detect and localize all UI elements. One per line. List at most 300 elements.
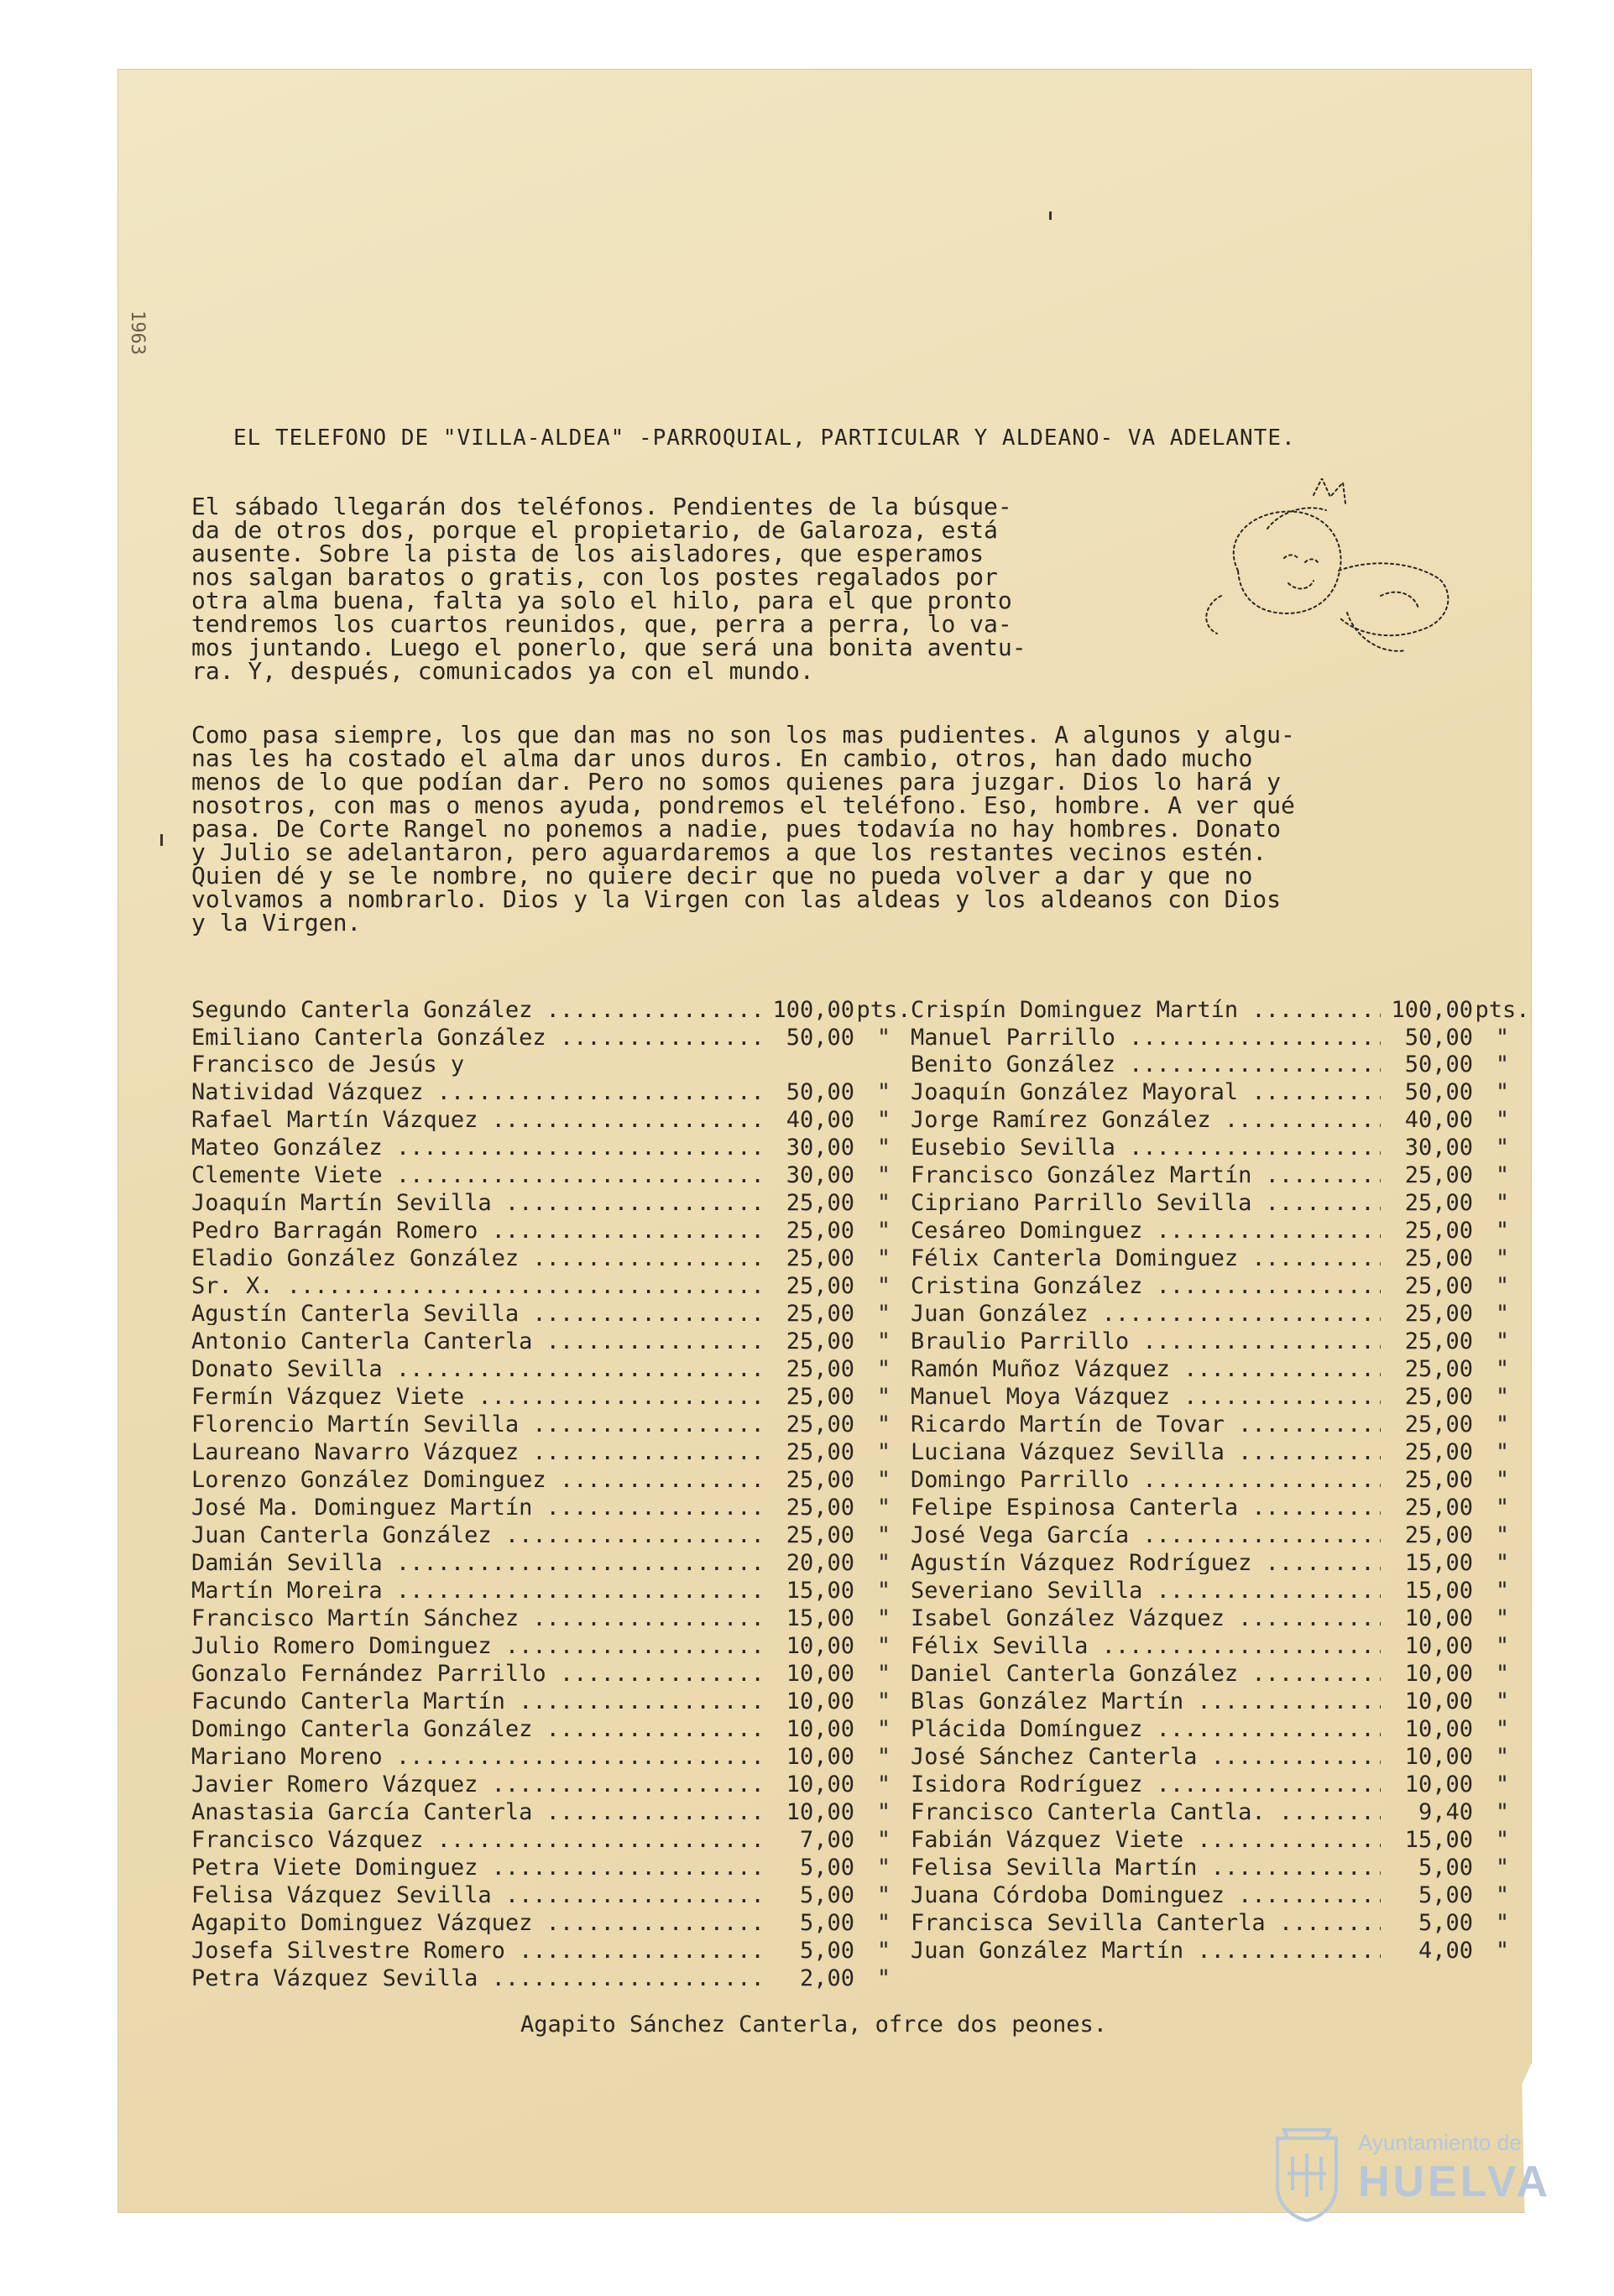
donor-name: Blas González Martín ..... xyxy=(911,1690,1381,1713)
donor-amount: 15,00 xyxy=(786,1578,854,1604)
donor-name: Cristina González ..... xyxy=(911,1275,1381,1297)
donor-unit: " xyxy=(876,1467,891,1493)
donor-name: Juan Canterla González ..... xyxy=(191,1524,762,1547)
donor-row xyxy=(191,1912,913,1934)
donor-unit: " xyxy=(876,1772,891,1798)
donor-name: Crispín Dominguez Martín ..... xyxy=(911,999,1381,1021)
donor-unit: " xyxy=(1495,1328,1510,1354)
donor-unit: " xyxy=(1495,1633,1510,1659)
donor-unit: " xyxy=(876,1135,891,1161)
donor-row-continued xyxy=(191,1053,913,1076)
donor-row xyxy=(911,1247,1532,1270)
margin-pencil-note: 1963 xyxy=(127,310,148,355)
donor-name: Ramón Muñoz Vázquez ..... xyxy=(911,1358,1381,1380)
donor-unit: " xyxy=(1495,1938,1510,1964)
donor-unit: " xyxy=(876,1550,891,1576)
donor-amount: 25,00 xyxy=(786,1467,854,1493)
donor-row xyxy=(191,1579,913,1602)
watermark-subtitle: Ayuntamiento de xyxy=(1358,2130,1522,2155)
donor-amount: 30,00 xyxy=(786,1162,854,1188)
donor-unit: " xyxy=(1495,1412,1510,1438)
donor-unit: " xyxy=(1495,1605,1510,1631)
donor-name: Antonio Canterla Canterla ..... xyxy=(191,1330,762,1353)
donor-unit: " xyxy=(876,1107,891,1133)
donor-unit: " xyxy=(876,1938,891,1964)
donor-unit: " xyxy=(1495,1827,1510,1853)
donor-unit: " xyxy=(1495,1135,1510,1161)
donor-name: Daniel Canterla González ..... xyxy=(911,1662,1381,1685)
donor-row xyxy=(911,1579,1532,1602)
donor-unit: " xyxy=(1495,1273,1510,1299)
donor-amount: 10,00 xyxy=(786,1716,854,1742)
donor-name: Benito González ..... xyxy=(911,1053,1381,1076)
donor-row xyxy=(191,1635,913,1657)
donor-amount: 100,00 xyxy=(1391,997,1473,1023)
donor-name: Francisco Martín Sánchez ..... xyxy=(191,1607,762,1630)
donor-unit: " xyxy=(876,1965,891,1991)
donor-unit: " xyxy=(1495,1578,1510,1604)
donor-amount: 10,00 xyxy=(1404,1744,1473,1770)
donor-row xyxy=(911,1441,1532,1464)
donor-row xyxy=(191,1939,913,1962)
donor-row xyxy=(191,1662,913,1685)
donor-name: Felisa Sevilla Martín ..... xyxy=(911,1856,1381,1879)
donor-amount: 10,00 xyxy=(786,1772,854,1798)
donor-amount: 25,00 xyxy=(786,1245,854,1271)
donor-name: José Vega García ..... xyxy=(911,1524,1381,1547)
donor-row xyxy=(191,1967,913,1990)
huelva-shield-logo xyxy=(1269,2123,1345,2224)
ink-tick-mark xyxy=(1049,211,1052,220)
donor-row xyxy=(191,1801,913,1824)
donor-unit: " xyxy=(876,1356,891,1382)
donor-name: Lorenzo González Dominguez ..... xyxy=(191,1469,762,1491)
donor-unit: " xyxy=(876,1301,891,1327)
donor-unit: " xyxy=(1495,1716,1510,1742)
donor-name: Félix Sevilla ..... xyxy=(911,1635,1381,1657)
donor-amount: 10,00 xyxy=(786,1661,854,1687)
donor-row xyxy=(911,1607,1532,1630)
donor-amount: 10,00 xyxy=(1404,1605,1473,1631)
donor-amount: 40,00 xyxy=(786,1107,854,1133)
donor-unit: " xyxy=(876,1384,891,1410)
donor-row xyxy=(911,1385,1532,1408)
donor-row xyxy=(191,1690,913,1713)
donor-unit: " xyxy=(1495,1744,1510,1770)
donor-name: Fermín Vázquez Viete ..... xyxy=(191,1385,762,1408)
donor-name: Isidora Rodríguez ..... xyxy=(911,1773,1381,1796)
donor-amount: 25,00 xyxy=(1404,1190,1473,1216)
donor-unit: " xyxy=(876,1273,891,1299)
donor-row xyxy=(191,1385,913,1408)
body-line: da de otros dos, porque el propietario, de Galaroza, está xyxy=(191,516,998,544)
body-line: volvamos a nombrarlo. Dios y la Virgen con las aldeas y los aldeanos con Dios xyxy=(191,885,1282,913)
donor-amount: 9,40 xyxy=(1418,1799,1473,1825)
donor-name: Segundo Canterla González ..... xyxy=(191,999,762,1021)
donor-unit: " xyxy=(1495,1025,1510,1051)
donor-row xyxy=(191,1745,913,1768)
donor-unit: " xyxy=(876,1882,891,1908)
donor-amount: 25,00 xyxy=(1404,1245,1473,1271)
donor-amount: 10,00 xyxy=(786,1744,854,1770)
body-line: ra. Y, después, comunicados ya con el mundo. xyxy=(191,657,814,685)
donor-amount: 40,00 xyxy=(1404,1107,1473,1133)
donor-name: Plácida Domínguez ..... xyxy=(911,1718,1381,1740)
donor-name: Sr. X. ..... xyxy=(191,1275,762,1297)
donor-row xyxy=(911,1053,1532,1076)
donor-unit: " xyxy=(876,1079,891,1105)
donor-row xyxy=(911,1330,1532,1353)
donor-row xyxy=(191,1219,913,1242)
donor-unit: " xyxy=(876,1633,891,1659)
donor-row xyxy=(191,1496,913,1519)
donor-name: José Ma. Dominguez Martín ..... xyxy=(191,1496,762,1519)
donor-name: Anastasia García Canterla ..... xyxy=(191,1801,762,1824)
donor-unit: " xyxy=(1495,1495,1510,1521)
donor-amount: 10,00 xyxy=(786,1799,854,1825)
body-line: otra alma buena, falta ya solo el hilo, para el que pronto xyxy=(191,587,1012,614)
donor-name: Juan González Martín ..... xyxy=(911,1939,1381,1962)
donor-amount: 10,00 xyxy=(1404,1688,1473,1714)
donor-amount: 25,00 xyxy=(786,1218,854,1244)
donor-unit: pts. xyxy=(1475,997,1530,1023)
donor-amount: 5,00 xyxy=(799,1882,854,1908)
donor-name: Francisco de Jesús y xyxy=(191,1051,465,1078)
donor-row xyxy=(911,1801,1532,1824)
donor-unit: " xyxy=(876,1162,891,1188)
side-ink-mark xyxy=(160,834,163,846)
donor-row xyxy=(191,1552,913,1574)
donor-amount: 25,00 xyxy=(1404,1273,1473,1299)
body-line: nosotros, con mas o menos ayuda, pondremos el teléfono. Eso, hombre. A ver qué xyxy=(191,791,1295,819)
donor-amount: 25,00 xyxy=(1404,1218,1473,1244)
donor-row xyxy=(911,1912,1532,1934)
donor-name: Joaquín González Mayoral ..... xyxy=(911,1081,1381,1104)
donor-amount: 10,00 xyxy=(786,1633,854,1659)
donor-row xyxy=(911,1275,1532,1297)
child-telephone-sketch xyxy=(1188,478,1473,663)
donor-amount: 10,00 xyxy=(1404,1716,1473,1742)
donor-row xyxy=(911,1856,1532,1879)
donor-row xyxy=(191,1469,913,1491)
donor-name: Juana Córdoba Dominguez ..... xyxy=(911,1884,1381,1907)
donor-amount: 10,00 xyxy=(1404,1661,1473,1687)
donor-unit: " xyxy=(1495,1301,1510,1327)
donor-unit: " xyxy=(876,1328,891,1354)
donor-amount: 7,00 xyxy=(799,1827,854,1853)
donor-name: Rafael Martín Vázquez ..... xyxy=(191,1109,762,1131)
donor-amount: 15,00 xyxy=(786,1605,854,1631)
donor-name: Isabel González Vázquez ..... xyxy=(911,1607,1381,1630)
donor-name: Fabián Vázquez Viete ..... xyxy=(911,1829,1381,1851)
donor-name: Agapito Dominguez Vázquez ..... xyxy=(191,1912,762,1934)
donor-row xyxy=(911,1358,1532,1380)
donor-unit: " xyxy=(876,1688,891,1714)
donor-row xyxy=(911,1413,1532,1436)
donor-unit: " xyxy=(876,1661,891,1687)
donor-amount: 10,00 xyxy=(1404,1772,1473,1798)
donor-row xyxy=(191,1773,913,1796)
donor-unit: " xyxy=(1495,1688,1510,1714)
donor-amount: 25,00 xyxy=(786,1412,854,1438)
donor-name: Josefa Silvestre Romero ..... xyxy=(191,1939,762,1962)
body-line: mos juntando. Luego el ponerlo, que será una bonita aventu- xyxy=(191,634,1026,661)
donor-row xyxy=(191,1247,913,1270)
donor-name: Emiliano Canterla González ..... xyxy=(191,1026,762,1049)
donor-unit: " xyxy=(876,1605,891,1631)
donor-amount: 25,00 xyxy=(1404,1384,1473,1410)
donor-name: Braulio Parrillo ..... xyxy=(911,1330,1381,1353)
donor-unit: " xyxy=(1495,1356,1510,1382)
donor-name: Pedro Barragán Romero ..... xyxy=(191,1219,762,1242)
donor-row xyxy=(911,1552,1532,1574)
donor-unit: " xyxy=(1495,1772,1510,1798)
donor-amount: 5,00 xyxy=(799,1910,854,1936)
donor-row xyxy=(191,1718,913,1740)
donor-row xyxy=(911,1136,1532,1159)
donor-name: José Sánchez Canterla ..... xyxy=(911,1745,1381,1768)
body-line: tendremos los cuartos reunidos, que, perra a perra, lo va- xyxy=(191,610,1012,638)
donor-name: Francisco Vázquez ..... xyxy=(191,1829,762,1851)
donor-amount: 5,00 xyxy=(1418,1882,1473,1908)
donor-row xyxy=(911,1773,1532,1796)
donor-unit: " xyxy=(1495,1855,1510,1881)
donor-unit: " xyxy=(1495,1910,1510,1936)
donor-row xyxy=(191,1302,913,1325)
donor-row xyxy=(911,1469,1532,1491)
donor-row xyxy=(911,1690,1532,1713)
donor-unit: " xyxy=(1495,1190,1510,1216)
donor-name: Juan González ..... xyxy=(911,1302,1381,1325)
donor-amount: 25,00 xyxy=(1404,1162,1473,1188)
donor-row xyxy=(911,1219,1532,1242)
donor-amount: 15,00 xyxy=(1404,1827,1473,1853)
donor-row xyxy=(191,1026,913,1049)
donor-unit: " xyxy=(1495,1882,1510,1908)
body-line: Quien dé y se le nombre, no quiere decir que no pueda volver a dar y que no xyxy=(191,862,1253,890)
donor-name: Martín Moreira ..... xyxy=(191,1579,762,1602)
donor-unit: " xyxy=(1495,1522,1510,1548)
donor-amount: 15,00 xyxy=(1404,1578,1473,1604)
donor-unit: " xyxy=(876,1245,891,1271)
donor-name: Agustín Vázquez Rodríguez ..... xyxy=(911,1552,1381,1574)
donor-amount: 25,00 xyxy=(786,1301,854,1327)
donor-unit: " xyxy=(876,1025,891,1051)
donor-name: Manuel Parrillo ..... xyxy=(911,1026,1381,1049)
donor-row xyxy=(191,1413,913,1436)
donor-amount: 4,00 xyxy=(1418,1938,1473,1964)
donor-row xyxy=(911,1635,1532,1657)
donor-amount: 5,00 xyxy=(799,1938,854,1964)
donor-amount: 25,00 xyxy=(786,1384,854,1410)
donor-amount: 15,00 xyxy=(1404,1550,1473,1576)
donor-name: Cesáreo Dominguez ..... xyxy=(911,1219,1381,1242)
donor-unit: " xyxy=(876,1827,891,1853)
donor-name: Eusebio Sevilla ..... xyxy=(911,1136,1381,1159)
donor-row xyxy=(191,1136,913,1159)
donor-amount: 2,00 xyxy=(799,1965,854,1991)
donor-name: Félix Canterla Dominguez ..... xyxy=(911,1247,1381,1270)
donor-unit: " xyxy=(876,1744,891,1770)
donor-name: Natividad Vázquez ..... xyxy=(191,1081,762,1104)
donor-amount: 30,00 xyxy=(1404,1135,1473,1161)
donor-row xyxy=(191,999,913,1021)
donor-name: Eladio González González ..... xyxy=(191,1247,762,1270)
watermark-title: HUELVA xyxy=(1358,2158,1552,2206)
donor-row xyxy=(911,1884,1532,1907)
donor-name: Petra Viete Dominguez ..... xyxy=(191,1856,762,1879)
donor-amount: 20,00 xyxy=(786,1550,854,1576)
donor-row xyxy=(911,1164,1532,1187)
donor-amount: 25,00 xyxy=(786,1439,854,1465)
donor-amount: 25,00 xyxy=(1404,1522,1473,1548)
donor-row xyxy=(911,1302,1532,1325)
donor-unit: " xyxy=(1495,1245,1510,1271)
donor-row xyxy=(191,1607,913,1630)
donor-unit: " xyxy=(1495,1799,1510,1825)
donor-unit: " xyxy=(876,1218,891,1244)
donor-name: Francisco Canterla Cantla. ..... xyxy=(911,1801,1381,1824)
donor-name: Cipriano Parrillo Sevilla ..... xyxy=(911,1192,1381,1214)
donor-row xyxy=(911,1939,1532,1962)
donor-name: Damián Sevilla ..... xyxy=(191,1552,762,1574)
donor-row xyxy=(191,1441,913,1464)
donor-unit: " xyxy=(876,1855,891,1881)
donor-amount: 5,00 xyxy=(1418,1910,1473,1936)
donor-unit: " xyxy=(876,1495,891,1521)
donor-amount: 50,00 xyxy=(1404,1051,1473,1078)
donor-row xyxy=(911,1109,1532,1131)
donor-row xyxy=(911,1829,1532,1851)
donor-name: Florencio Martín Sevilla ..... xyxy=(191,1413,762,1436)
donor-amount: 50,00 xyxy=(786,1079,854,1105)
body-line: menos de lo que podían dar. Pero no somos quienes para juzgar. Dios lo hará y xyxy=(191,768,1282,796)
donor-name: Manuel Moya Vázquez ..... xyxy=(911,1385,1381,1408)
donor-row xyxy=(191,1829,913,1851)
donor-amount: 25,00 xyxy=(786,1273,854,1299)
donor-amount: 30,00 xyxy=(786,1135,854,1161)
donor-unit: " xyxy=(1495,1661,1510,1687)
donor-unit: " xyxy=(1495,1439,1510,1465)
donor-unit: " xyxy=(876,1412,891,1438)
donor-amount: 25,00 xyxy=(1404,1467,1473,1493)
donor-name: Francisco González Martín ..... xyxy=(911,1164,1381,1187)
donor-amount: 5,00 xyxy=(799,1855,854,1881)
donor-name: Felipe Espinosa Canterla ..... xyxy=(911,1496,1381,1519)
body-line: El sábado llegarán dos teléfonos. Pendientes de la búsque- xyxy=(191,493,1012,520)
donor-name: Gonzalo Fernández Parrillo ..... xyxy=(191,1662,762,1685)
donor-row xyxy=(191,1081,913,1104)
donor-name: Francisca Sevilla Canterla ..... xyxy=(911,1912,1381,1934)
donor-name: Facundo Canterla Martín ..... xyxy=(191,1690,762,1713)
donor-amount: 50,00 xyxy=(786,1025,854,1051)
donor-name: Joaquín Martín Sevilla ..... xyxy=(191,1192,762,1214)
donor-unit: " xyxy=(876,1522,891,1548)
donor-row xyxy=(911,1192,1532,1214)
donor-unit: " xyxy=(876,1799,891,1825)
donor-row xyxy=(191,1164,913,1187)
donor-amount: 5,00 xyxy=(1418,1855,1473,1881)
donor-row xyxy=(911,1496,1532,1519)
body-line: y Julio se adelantaron, pero aguardaremos a que los restantes vecinos estén. xyxy=(191,838,1267,866)
donor-name: Mariano Moreno ..... xyxy=(191,1745,762,1768)
donor-unit: " xyxy=(876,1910,891,1936)
donor-amount: 50,00 xyxy=(1404,1025,1473,1051)
donor-amount: 25,00 xyxy=(786,1356,854,1382)
donor-name: Severiano Sevilla ..... xyxy=(911,1579,1381,1602)
body-line: nas les ha costado el alma dar unos duros. En cambio, otros, han dado mucho xyxy=(191,744,1253,772)
donor-name: Javier Romero Vázquez ..... xyxy=(191,1773,762,1796)
donor-name: Luciana Vázquez Sevilla ..... xyxy=(911,1441,1381,1464)
donor-name: Domingo Canterla González ..... xyxy=(191,1718,762,1740)
donor-row xyxy=(191,1275,913,1297)
donor-amount: 25,00 xyxy=(1404,1439,1473,1465)
donor-row xyxy=(911,1524,1532,1547)
donor-name: Felisa Vázquez Sevilla ..... xyxy=(191,1884,762,1907)
donor-name: Laureano Navarro Vázquez ..... xyxy=(191,1441,762,1464)
donor-amount: 25,00 xyxy=(1404,1356,1473,1382)
donor-amount: 10,00 xyxy=(786,1688,854,1714)
donor-amount: 25,00 xyxy=(1404,1412,1473,1438)
donor-name: Petra Vázquez Sevilla ..... xyxy=(191,1967,762,1990)
body-line: Como pasa siempre, los que dan mas no son los mas pudientes. A algunos y algu- xyxy=(191,721,1295,749)
donor-unit: " xyxy=(1495,1218,1510,1244)
donor-unit: " xyxy=(1495,1384,1510,1410)
donor-name: Domingo Parrillo ..... xyxy=(911,1469,1381,1491)
donor-amount: 25,00 xyxy=(786,1328,854,1354)
document-title: EL TELEFONO DE "VILLA-ALDEA" -PARROQUIAL, PARTICULAR Y ALDEANO- VA ADELANTE. xyxy=(233,425,1296,451)
donor-name: Donato Sevilla ..... xyxy=(191,1358,762,1380)
donor-unit: " xyxy=(1495,1550,1510,1576)
donor-amount: 10,00 xyxy=(1404,1633,1473,1659)
donor-row xyxy=(911,1081,1532,1104)
donor-unit: " xyxy=(1495,1107,1510,1133)
donor-row xyxy=(191,1358,913,1380)
donor-unit: " xyxy=(1495,1162,1510,1188)
donor-name: Clemente Viete ..... xyxy=(191,1164,762,1187)
body-line: nos salgan baratos o gratis, con los postes regalados por xyxy=(191,563,998,591)
donor-amount: 25,00 xyxy=(1404,1328,1473,1354)
donor-amount: 25,00 xyxy=(1404,1301,1473,1327)
donor-row xyxy=(911,999,1532,1021)
donor-amount: 50,00 xyxy=(1404,1079,1473,1105)
donor-amount: 25,00 xyxy=(1404,1495,1473,1521)
donor-amount: 25,00 xyxy=(786,1522,854,1548)
donor-row xyxy=(191,1109,913,1131)
donor-unit: " xyxy=(876,1716,891,1742)
donor-unit: " xyxy=(876,1439,891,1465)
donor-unit: " xyxy=(876,1578,891,1604)
donor-unit: " xyxy=(1495,1467,1510,1493)
donor-row xyxy=(191,1330,913,1353)
donor-row xyxy=(191,1856,913,1879)
donor-row xyxy=(911,1026,1532,1049)
donor-unit: " xyxy=(1495,1079,1510,1105)
body-line: ausente. Sobre la pista de los aisladores, que esperamos xyxy=(191,540,985,567)
donor-name: Jorge Ramírez González ..... xyxy=(911,1109,1381,1131)
donor-unit: pts. xyxy=(856,997,911,1023)
donor-amount: 100,00 xyxy=(772,997,854,1023)
donor-name: Julio Romero Dominguez ..... xyxy=(191,1635,762,1657)
donor-row xyxy=(911,1662,1532,1685)
donor-unit: " xyxy=(1495,1051,1510,1078)
body-line: y la Virgen. xyxy=(191,909,362,937)
donor-name: Ricardo Martín de Tovar ..... xyxy=(911,1413,1381,1436)
footer-note: Agapito Sánchez Canterla, ofrce dos peones. xyxy=(520,2012,1107,2038)
body-line: pasa. De Corte Rangel no ponemos a nadie, pues todavía no hay hombres. Donato xyxy=(191,815,1282,843)
donor-name: Mateo González ..... xyxy=(191,1136,762,1159)
donor-row xyxy=(191,1884,913,1907)
